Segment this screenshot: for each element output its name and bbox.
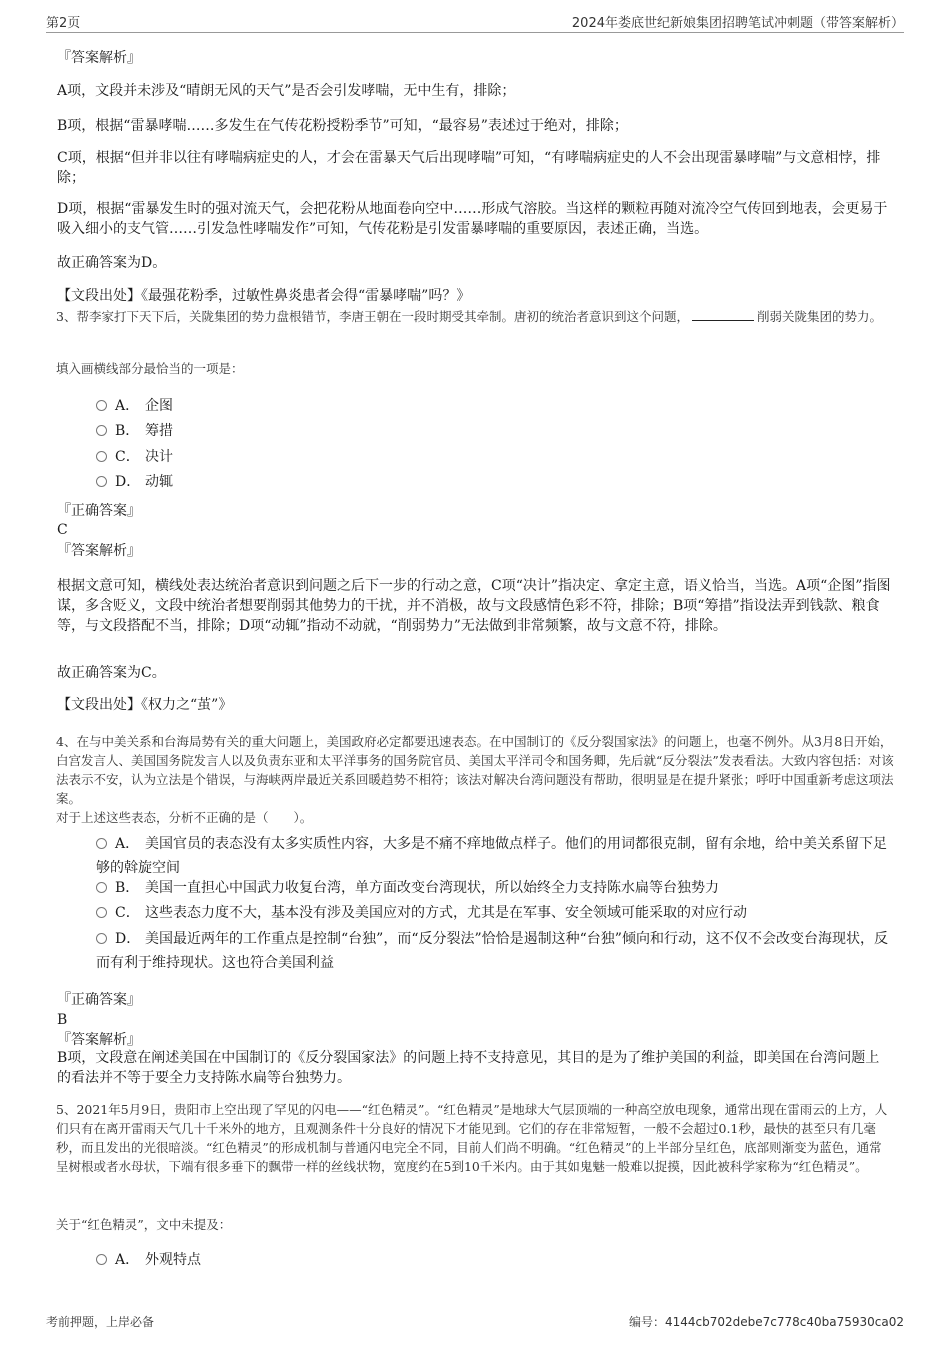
q3-option-a[interactable]: A． 企图 — [96, 394, 892, 418]
page-number: 第2页 — [46, 16, 81, 31]
q5-prompt: 关于“红色精灵”，文中未提及： — [56, 1217, 232, 1232]
footer-code — [629, 1313, 904, 1330]
radio-icon[interactable] — [96, 907, 107, 918]
radio-icon[interactable] — [96, 425, 107, 436]
q4-stem: 4、在与中美关系和台海局势有关的重大问题上，美国政府必定都要迅速表态。在中国制订的《反分裂国家法》的问题上，也毫不例外。从3月8日开始，白宫发言人、美国国务院发言人以及负责东亚和太平洋事务的国务院官员、美国太平洋司令和国务卿，先后就“反分裂法”发表看法。大致内容包括：对该法表示不安，认为立法是个错误，与海峡两岸最近关系回暖趋势不相符；该法对解决台湾问题没有帮助，很明显是在提升紧张；呼吁中国重新考虑这项法案。 — [56, 734, 894, 806]
q2-analysis-a: A项，文段并未涉及“晴朗无风的天气”是否会引发哮喘，无中生有，排除； — [57, 83, 516, 99]
q3-correct-label: 『正确答案』 — [57, 503, 141, 519]
fill-blank — [692, 308, 754, 321]
q3-prompt: 填入画横线部分最恰当的一项是： — [56, 361, 244, 376]
q2-source: 【文段出处】《最强花粉季，过敏性鼻炎患者会得“雷暴哮喘”吗？》 — [57, 288, 471, 304]
q3-correct-answer: C — [57, 522, 68, 538]
q4-option-c[interactable]: C． 这些表态力度不大，基本没有涉及美国应对的方式，尤其是在军事、安全领域可能采取的对应行动 — [96, 901, 892, 925]
q4-option-b[interactable]: B． 美国一直担心中国武力收复台湾，单方面改变台湾现状，所以始终全力支持陈水扁等台独势力 — [96, 876, 892, 900]
q3-option-b[interactable]: B． 筹措 — [96, 419, 892, 443]
q4-analysis: B项，文段意在阐述美国在中国制订的《反分裂国家法》的问题上持不支持意见，其目的是为了维护美国的利益，即美国在台湾问题上的看法并不等于要全力支持陈水扁等台独势力。 — [57, 1050, 880, 1086]
radio-icon[interactable] — [96, 451, 107, 462]
q2-conclusion: 故正确答案为D。 — [57, 255, 167, 271]
footer-code-value: 4144cb702debe7c778c40ba75930ca02 — [664, 1315, 904, 1329]
q3-option-c[interactable]: C． 决计 — [96, 445, 892, 469]
footer-code-label: 编号： — [628, 1315, 665, 1329]
q3-conclusion: 故正确答案为C。 — [57, 665, 166, 681]
q3-stem-before: 3、帮李家打下天下后，关陇集团的势力盘根错节，李唐王朝在一段时期受其牵制。唐初的统治者意识到这个问题， — [56, 309, 689, 324]
header-divider — [46, 32, 904, 33]
q3-source: 【文段出处】《权力之“茧”》 — [57, 697, 233, 713]
page-header — [0, 0, 950, 34]
radio-icon[interactable] — [96, 838, 107, 849]
footer-slogan: 考前押题，上岸必备 — [46, 1315, 155, 1329]
q4-analysis-label: 『答案解析』 — [57, 1032, 141, 1048]
q2-analysis-b: B项，根据“雷暴哮喘……多发生在气传花粉授粉季节”可知，“最容易”表述过于绝对，排除； — [57, 118, 628, 134]
q5-option-a[interactable]: A． 外观特点 — [96, 1248, 892, 1272]
q3-stem — [56, 307, 894, 326]
q3-analysis: 根据文意可知，横线处表达统治者意识到问题之后下一步的行动之意，C项“决计”指决定、拿定主意，语义恰当，当选。A项“企图”指图谋，多含贬义，文段中统治者想要削弱其他势力的干扰，并不消极，故与文段感情色彩不符，排除；B项“筹措”指设法弄到钱款、粮食等，与文段搭配不当，排除；D项“动辄”指动不动就，“削弱势力”无法做到非常频繁，故与文意不符，排除。 — [57, 578, 891, 634]
radio-icon[interactable] — [96, 1254, 107, 1265]
q4-option-a[interactable]: A． 美国官员的表态没有太多实质性内容，大多是不痛不痒地做点样子。他们的用词都很克制，留有余地，给中美关系留下足够的斡旋空间 — [96, 836, 887, 876]
radio-icon[interactable] — [96, 882, 107, 893]
q5-stem: 5、2021年5月9日，贵阳市上空出现了罕见的闪电——“红色精灵”。“红色精灵”是地球大气层顶端的一种高空放电现象，通常出现在雷雨云的上方，人们只有在离开雷雨天气几十千米外的地方，且观测条件十分良好的情况下才能见到。它们的存在非常短暂，一般不会超过0.1秒，最快的甚至只有几毫秒，而且发出的光很暗淡。“红色精灵”的形成机制与普通闪电完全不同，目前人们尚不明确。“红色精灵”的上半部分呈红色，底部则渐变为蓝色，通常呈树根或者水母状，下端有很多垂下的飘带一样的丝线状物，宽度约在5到10千米内。由于其如鬼魅一般难以捉摸，因此被科学家称为“红色精灵”。 — [56, 1102, 888, 1174]
radio-icon[interactable] — [96, 933, 107, 944]
q2-analysis-label: 『答案解析』 — [57, 50, 141, 66]
q3-analysis-label: 『答案解析』 — [57, 543, 141, 559]
radio-icon[interactable] — [96, 400, 107, 411]
q4-correct-answer: B — [57, 1012, 68, 1028]
q3-option-d[interactable]: D． 动辄 — [96, 470, 892, 494]
document-title: 2024年娄底世纪新娘集团招聘笔试冲刺题（带答案解析） — [571, 16, 904, 31]
radio-icon[interactable] — [96, 476, 107, 487]
q2-analysis-d: D项，根据“雷暴发生时的强对流天气，会把花粉从地面卷向空中……形成气溶胶。当这样的颗粒再随对流冷空气传回到地表，会更易于吸入细小的支气管……引发急性哮喘发作”可知，气传花粉是引发雷暴哮喘的重要原因，表述正确，当选。 — [57, 201, 888, 237]
q4-correct-label: 『正确答案』 — [57, 992, 141, 1008]
q2-analysis-c: C项，根据“但并非以往有哮喘病症史的人，才会在雷暴天气后出现哮喘”可知，“有哮喘病症史的人不会出现雷暴哮喘”与文意相悖，排除； — [57, 150, 881, 186]
q3-stem-after: 削弱关陇集团的势力。 — [756, 309, 882, 324]
q4-option-d[interactable]: D． 美国最近两年的工作重点是控制“台独”，而“反分裂法”恰恰是遏制这种“台独”倾向和行动，这不仅不会改变台海现状，反而有利于维持现状。这也符合美国利益 — [96, 931, 888, 971]
q4-prompt: 对于上述这些表态，分析不正确的是（ ）。 — [56, 810, 313, 825]
